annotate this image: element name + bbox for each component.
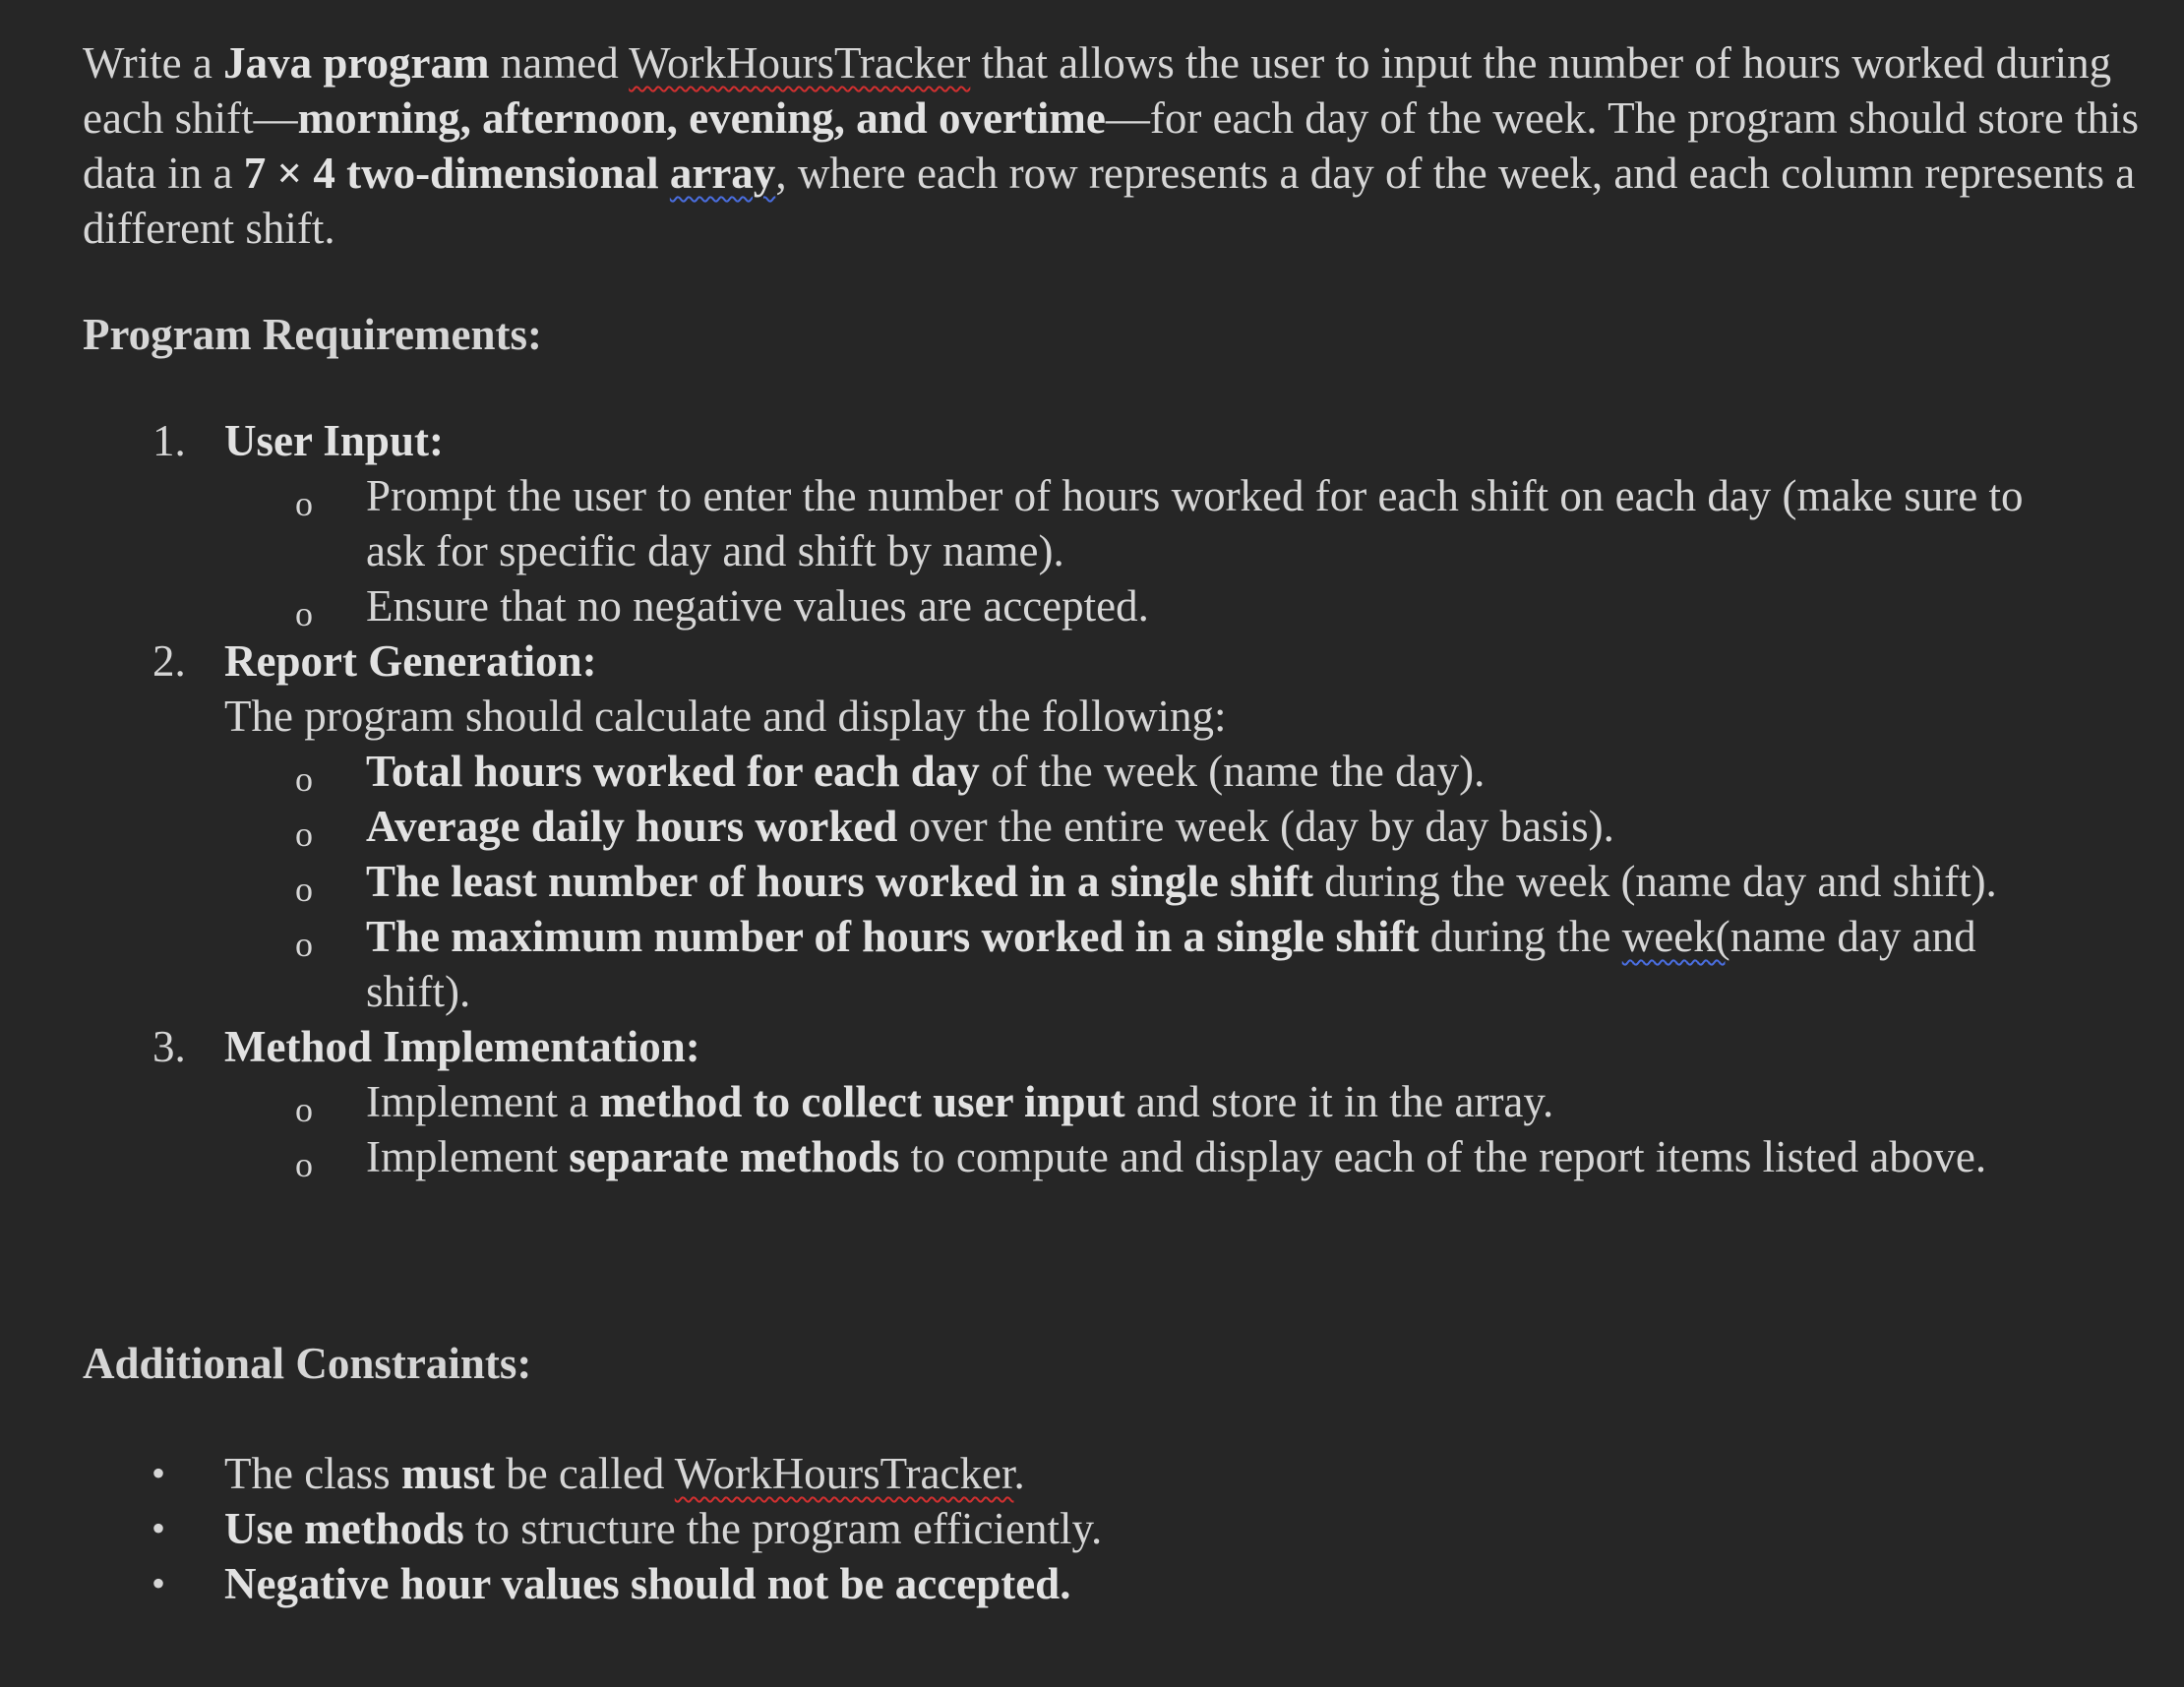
list-item: o Average daily hours worked over the entire week (day by day basis). <box>366 799 2038 854</box>
intro-paragraph <box>83 35 2149 256</box>
requirement-method-implementation <box>0 1019 2184 1184</box>
java-program-bold: Java program <box>223 38 490 88</box>
intro-text: Write a Java program named WorkHoursTracker that allows the user to input the number of hours worked during each shift—morning, afternoon, evening, and overtime—for each day of the week. The program should store this data in a 7 × 4 two-dimensional array, where each row represents a day of the week, and each column represents a different shift. <box>83 38 2139 253</box>
bullet-icon: • <box>152 1561 166 1605</box>
class-name-misspelled[interactable]: WorkHoursTracker <box>674 1449 1014 1498</box>
list-item: o Prompt the user to enter the number of hours worked for each shift on each day (make sure to ask for specific day and shift by name). <box>295 471 2024 575</box>
list-item: o Ensure that no negative values are accepted. <box>366 578 2038 633</box>
hollow-bullet-icon: o <box>295 1145 313 1184</box>
hollow-bullet-icon: o <box>295 594 313 633</box>
requirement-report-generation <box>0 633 2184 1019</box>
list-item: • The class must be called WorkHoursTracker. <box>224 1446 2184 1501</box>
hollow-bullet-icon: o <box>295 484 313 523</box>
requirement-user-input <box>0 413 2184 633</box>
requirements-list <box>0 413 2184 1184</box>
hollow-bullet-icon: o <box>295 759 313 799</box>
requirement-number: 2. <box>152 636 186 686</box>
hollow-bullet-icon: o <box>295 870 313 909</box>
list-item: • Negative hour values should not be accepted. <box>224 1556 2184 1611</box>
list-item: o Total hours worked for each day of the week (name the day). <box>366 744 2038 799</box>
requirement-description: The program should calculate and display the following: <box>224 692 1227 741</box>
week-word-flagged[interactable]: week( <box>1621 912 1730 961</box>
hollow-bullet-icon: o <box>295 925 313 964</box>
requirement-number: 3. <box>152 1022 186 1071</box>
list-item: o The maximum number of hours worked in a single shift during the week(name day and shift). <box>295 912 1976 1016</box>
array-dim-bold: 7 × 4 two-dimensional <box>243 149 659 198</box>
requirement-title: User Input: <box>224 416 444 465</box>
requirement-title: Report Generation: <box>224 636 597 686</box>
bullet-icon: • <box>152 1506 166 1550</box>
program-requirements-heading: Program Requirements: <box>83 310 542 359</box>
list-item: • Use methods to structure the program efficiently. <box>224 1501 2184 1556</box>
requirement-number: 1. <box>152 416 186 465</box>
list-item: o Implement a method to collect user input and store it in the array. <box>366 1074 2038 1129</box>
shifts-bold: morning, afternoon, evening, and overtime <box>297 93 1106 143</box>
array-word-flagged[interactable]: array <box>669 149 776 198</box>
bullet-icon: • <box>152 1451 166 1495</box>
hollow-bullet-icon: o <box>295 814 313 854</box>
constraints-list <box>0 1446 2184 1611</box>
class-name-misspelled[interactable]: WorkHoursTracker <box>629 38 971 88</box>
hollow-bullet-icon: o <box>295 1090 313 1129</box>
list-item: o The least number of hours worked in a single shift during the week (name day and shift). <box>366 854 2038 909</box>
additional-constraints-heading: Additional Constraints: <box>83 1339 532 1388</box>
list-item: o Implement separate methods to compute and display each of the report items listed above. <box>366 1129 2038 1184</box>
requirement-title: Method Implementation: <box>224 1022 700 1071</box>
